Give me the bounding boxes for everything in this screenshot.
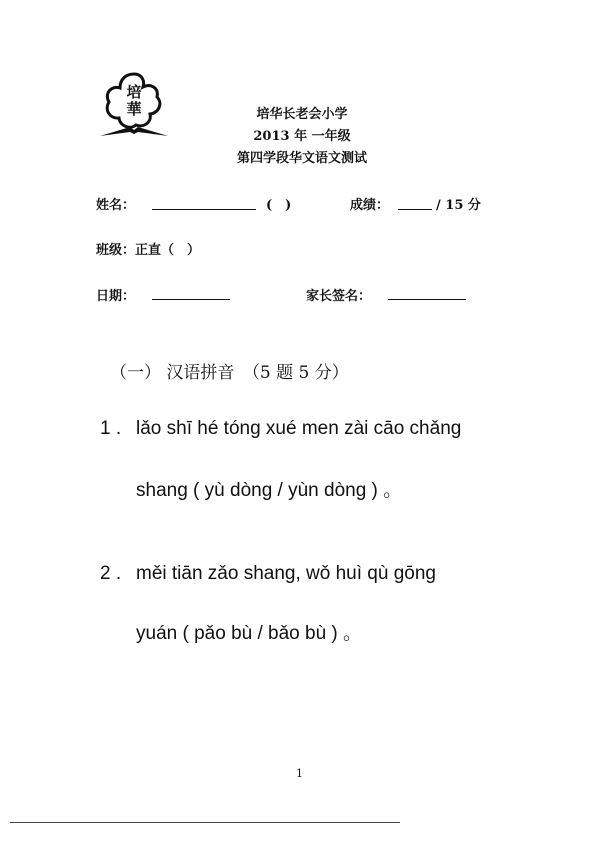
name-field[interactable]: [152, 209, 256, 210]
page-number: 1: [296, 767, 303, 780]
score-field[interactable]: [398, 209, 432, 210]
school-name: 培华长老会小学: [256, 107, 348, 122]
question-1-number: 1 .: [100, 418, 122, 439]
date-field[interactable]: [152, 299, 230, 300]
score-total: / 15 分: [436, 198, 481, 213]
bottom-rule: [10, 822, 400, 823]
question-2-line-2: yuán ( pǎo bù / bǎo bù ) 。: [136, 623, 363, 644]
score-label: 成绩：: [350, 198, 390, 213]
parent-signature-label: 家长签名：: [306, 289, 372, 304]
school-logo: [96, 70, 172, 140]
parent-signature-field[interactable]: [388, 299, 466, 300]
question-1-line-2: shang ( yù dòng / yùn dòng ) 。: [136, 480, 403, 501]
date-label: 日期：: [96, 289, 136, 304]
class-label: 班级：正直（ ）: [96, 243, 201, 258]
logo-text-bottom: 華: [126, 100, 142, 118]
question-1-line-1: lǎo shī hé tóng xué men zài cāo chǎng: [136, 418, 462, 439]
test-title: 第四学段华文语文测试: [236, 151, 367, 166]
question-2-number: 2 .: [100, 563, 122, 584]
name-label: 姓名：: [96, 198, 136, 213]
question-2-line-1: měi tiān zǎo shang, wǒ huì qù gōng: [136, 563, 436, 584]
logo-text-top: 培: [126, 83, 142, 101]
year-grade: 2013 年 一年级: [253, 129, 351, 144]
section-title: （一） 汉语拼音 （5 题 5 分）: [110, 363, 349, 383]
name-brackets: ( ): [266, 198, 292, 213]
